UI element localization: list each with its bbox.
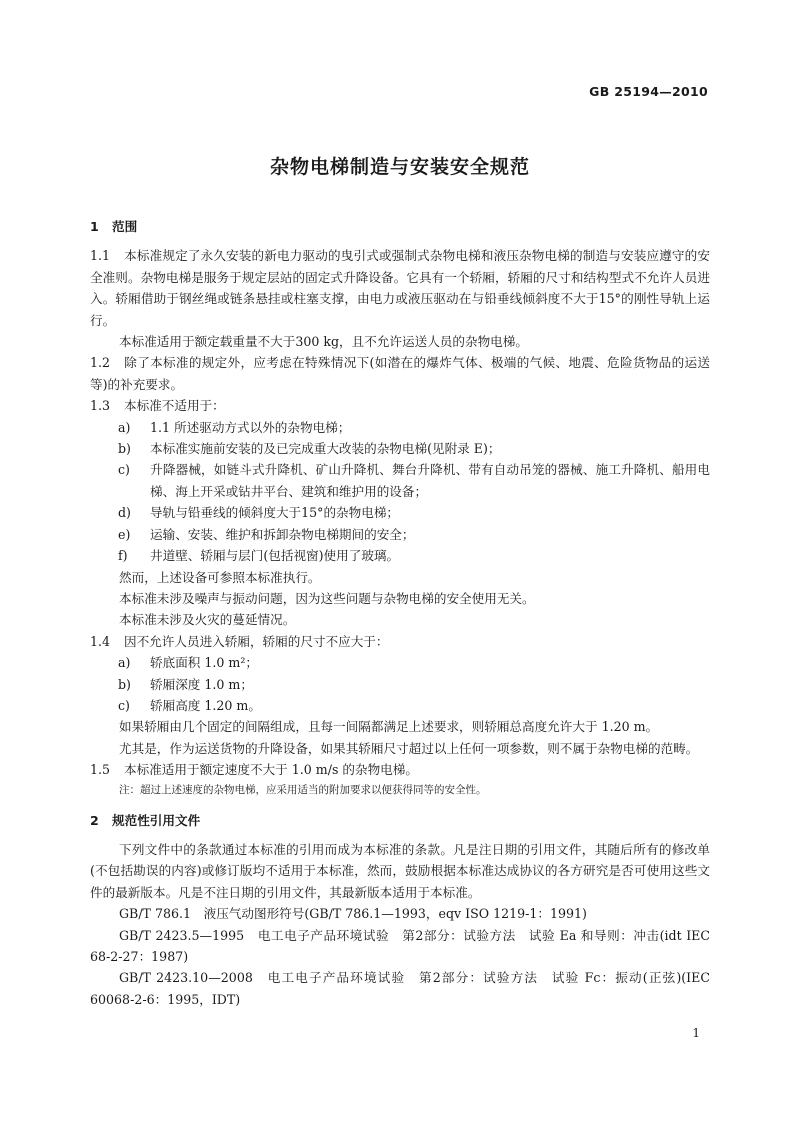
section-1-heading	[90, 216, 710, 237]
clause-number: 1.4	[90, 633, 111, 649]
list-item	[90, 417, 710, 438]
list-item	[90, 502, 710, 523]
page-number: 1	[692, 1026, 700, 1040]
list-label: d)	[118, 505, 131, 521]
reference-item: GB/T 2423.10—2008 电工电子产品环境试验 第2部分：试验方法 试验 Fc：振动(正弦)(IEC 60068-2-6：1995，IDT)	[90, 970, 710, 1007]
clause-text: 本标准规定了永久安装的新电力驱动的曳引式或强制式杂物电梯和液压杂物电梯的制造与安装应遵守的安全准则。杂物电梯是服务于规定层站的固定式升降设备。它具有一个轿厢，轿厢的尺寸和结构型式不允许人员进入。轿厢借助于钢丝绳或链条悬挂或柱塞支撑，由电力或液压驱动在与铅垂线倾斜度不大于15°的刚性导轨上运行。	[90, 248, 710, 328]
clause-1-1	[90, 245, 710, 331]
clause-number: 1.1	[90, 248, 111, 264]
clause-1-3	[90, 395, 710, 416]
list-label: a)	[118, 655, 131, 671]
list-text: 导轨与铅垂线的倾斜度大于15°的杂物电梯；	[150, 505, 400, 521]
list-label: c)	[118, 697, 130, 713]
clause-number: 1.3	[90, 398, 111, 414]
list-text: 轿底面积 1.0 m²；	[150, 655, 258, 671]
clause-1-3-paragraph: 本标准未涉及噪声与振动问题，因为这些问题与杂物电梯的安全使用无关。	[119, 590, 535, 606]
standard-code: GB 25194—2010	[589, 84, 708, 99]
list-label: c)	[118, 462, 130, 478]
list-text: 运输、安装、维护和拆卸杂物电梯期间的安全；	[150, 526, 415, 542]
section-number: 1	[90, 219, 99, 234]
section-title: 规范性引用文件	[112, 812, 201, 828]
clause-1-5	[90, 759, 710, 780]
clause-number: 1.2	[90, 355, 111, 371]
reference-item: GB/T 2423.5—1995 电工电子产品环境试验 第2部分：试验方法 试验 Ea 和导则：冲击(idt IEC 68-2-27：1987)	[90, 927, 710, 964]
list-item	[90, 652, 710, 673]
document-title: 杂物电梯制造与安装安全规范	[269, 156, 530, 178]
section-number: 2	[90, 812, 99, 828]
clause-text: 除了本标准的规定外，应考虑在特殊情况下(如潜在的爆炸气体、极端的气候、地震、危险货物品的运送等)的补充要求。	[90, 355, 710, 392]
clause-1-4-paragraph: 尤其是，作为运送货物的升降设备，如果其轿厢尺寸超过以上任何一项参数，则不属于杂物电梯的范畴。	[119, 740, 699, 756]
list-label: b)	[118, 676, 131, 692]
clause-text: 本标准不适用于：	[124, 398, 225, 414]
list-text: 轿厢高度 1.20 m。	[150, 697, 261, 713]
clause-1-3-paragraph: 然而，上述设备可参照本标准执行。	[119, 569, 321, 585]
list-item	[90, 674, 710, 695]
list-label: f)	[118, 548, 128, 564]
clause-text: 本标准适用于额定速度不大于 1.0 m/s 的杂物电梯。	[124, 762, 418, 778]
list-item	[90, 524, 710, 545]
clause-1-3-paragraph: 本标准未涉及火灾的蔓延情况。	[119, 612, 296, 628]
list-item	[90, 459, 710, 502]
section-gap	[90, 800, 710, 810]
list-item	[90, 695, 710, 716]
list-label: b)	[118, 441, 131, 457]
note: 注：超过上述速度的杂物电梯，应采用适当的附加要求以便获得同等的安全性。	[119, 783, 487, 796]
clause-1-2	[90, 352, 710, 395]
document-body	[90, 216, 710, 1010]
list-item	[90, 545, 710, 566]
list-text: 1.1 所述驱动方式以外的杂物电梯；	[150, 419, 351, 435]
clause-1-4	[90, 631, 710, 652]
reference-item: GB/T 786.1 液压气动图形符号(GB/T 786.1—1993，eqv ISO 1219-1：1991)	[119, 906, 587, 922]
list-text: 升降器械，如链斗式升降机、矿山升降机、舞台升降机、带有自动吊笼的器械、施工升降机、船用电梯、海上开采或钻井平台、建筑和维护用的设备；	[150, 462, 710, 499]
list-text: 井道壁、轿厢与层门(包括视窗)使用了玻璃。	[150, 548, 400, 564]
section-2-heading	[90, 810, 710, 831]
section-title: 范围	[112, 219, 138, 234]
section-2-intro: 下列文件中的条款通过本标准的引用而成为本标准的条款。凡是注日期的引用文件，其随后所有的修改单(不包括勘误的内容)或修订版均不适用于本标准，然而，鼓励根据本标准达成协议的各方研究是否可使用这些文件的最新版本。凡是不注日期的引用文件，其最新版本适用于本标准。	[90, 841, 710, 900]
list-text: 轿厢深度 1.0 m；	[150, 676, 253, 692]
list-item	[90, 438, 710, 459]
list-text: 本标准实施前安装的及已完成重大改装的杂物电梯(见附录 E)；	[150, 441, 501, 457]
list-label: a)	[118, 419, 131, 435]
clause-1-4-paragraph: 如果轿厢由几个固定的间隔组成，且每一间隔都满足上述要求，则轿厢总高度允许大于 1.20 m。	[119, 719, 659, 735]
list-label: e)	[118, 526, 131, 542]
clause-1-1-paragraph: 本标准适用于额定载重量不大于300 kg，且不允许运送人员的杂物电梯。	[119, 334, 528, 350]
clause-number: 1.5	[90, 762, 111, 778]
clause-text: 因不允许人员进入轿厢，轿厢的尺寸不应大于：	[124, 633, 389, 649]
